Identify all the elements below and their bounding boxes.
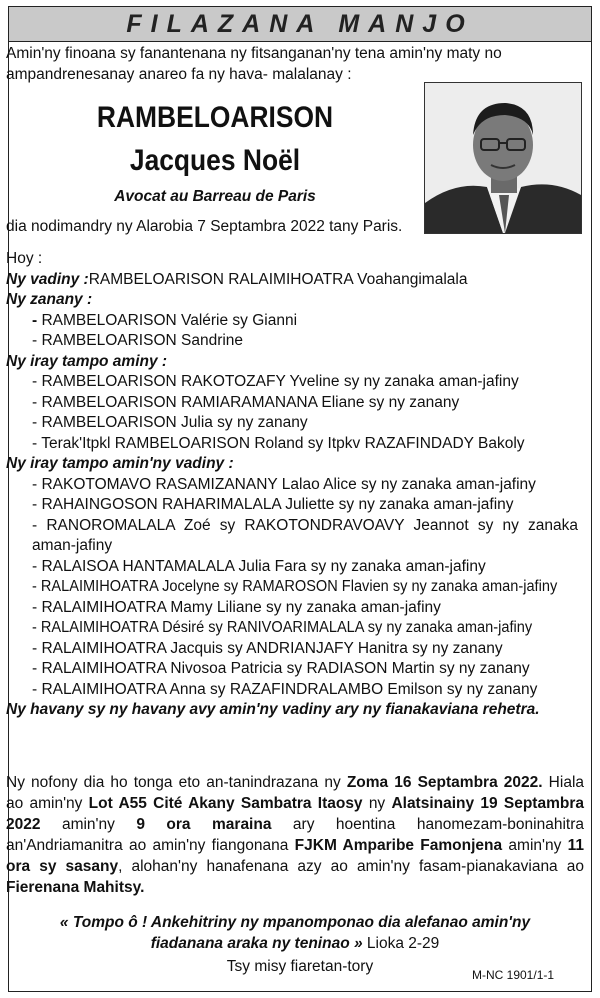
deceased-title: Avocat au Barreau de Paris bbox=[114, 188, 316, 205]
scripture-quote bbox=[30, 912, 560, 954]
arrival-date: Zoma 16 Septambra 2022. bbox=[346, 774, 543, 791]
quote-reference: Lioka 2-29 bbox=[362, 935, 440, 952]
burial-time: 11 ora sy sasany bbox=[6, 837, 584, 875]
portrait-photo bbox=[424, 82, 582, 234]
list-item: - RALAIMIHOATRA Jacquis sy ANDRIANJAFY Hanitra sy ny zanany bbox=[32, 639, 503, 657]
spouse-label: Ny vadiny : bbox=[6, 270, 89, 288]
address: Lot A55 Cité Akany Sambatra Itaosy bbox=[88, 795, 363, 812]
list-item: - RALAIMIHOATRA Jocelyne sy RAMAROSON Flavien sy ny zanaka aman-jafiny bbox=[32, 578, 558, 595]
portrait-image bbox=[425, 83, 581, 233]
list-item: - RAMBELOARISON Sandrine bbox=[32, 332, 244, 349]
spouse-siblings-label: Ny iray tampo amin'ny vadiny : bbox=[6, 455, 234, 472]
spouse-line bbox=[6, 270, 584, 291]
list-item: - RAHAINGOSON RAHARIMALALA Juliette sy ny zanaka aman-jafiny bbox=[32, 496, 514, 513]
list-item: - RAMBELOARISON Julia sy ny zanany bbox=[32, 414, 308, 431]
departure-date: Alatsinainy 19 Septambra 2022 bbox=[6, 795, 584, 833]
reference-code: M-NC 1901/1-1 bbox=[472, 968, 555, 982]
deceased-given-names: Jacques Noël bbox=[129, 144, 301, 177]
siblings-label: Ny iray tampo aminy : bbox=[6, 352, 168, 370]
intro-text: Amin'ny finoana sy fanantenana ny fitsanganan'ny tena amin'ny maty no ampandrenesanay anareo fa ny hava- malalanay : bbox=[6, 45, 502, 83]
list-item: - RAMBELOARISON RAMIARAMANANA Eliane sy ny zanany bbox=[32, 393, 460, 411]
children-label: Ny zanany : bbox=[6, 291, 93, 308]
list-item: - RALAIMIHOATRA Désiré sy RANIVOARIMALALA sy ny zanaka aman-jafiny bbox=[32, 619, 533, 636]
list-item: - RANOROMALALA Zoé sy RAKOTONDRAVOAVY Jeannot sy ny zanaka aman-jafiny bbox=[32, 516, 579, 554]
list-item: - RALAIMIHOATRA Nivosoa Patricia sy RADIASON Martin sy ny zanany bbox=[32, 660, 530, 677]
quote-text: « Tompo ô ! Ankehitriny ny mpanomponao dia alefanao amin'ny fiadanana araka ny teninao » bbox=[59, 914, 531, 952]
death-notice: dia nodimandry ny Alarobia 7 Septambra 2022 tany Paris. bbox=[6, 218, 403, 235]
list-item: - RALAIMIHOATRA Mamy Liliane sy ny zanaka aman-jafiny bbox=[32, 598, 441, 616]
closing-family: Ny havany sy ny havany avy amin'ny vadiny ary ny fianakaviana rehetra. bbox=[6, 701, 540, 718]
list-item: - RAMBELOARISON Valérie sy Gianni bbox=[32, 311, 298, 329]
notice-banner bbox=[9, 7, 591, 42]
list-item: - RAKOTOMAVO RASAMIZANANY Lalao Alice sy ny zanaka aman-jafiny bbox=[32, 475, 536, 493]
banner-title: FILAZANA MANJO bbox=[126, 9, 474, 38]
family-list bbox=[6, 249, 584, 721]
list-item: - RALAISOA HANTAMALALA Julia Fara sy ny zanaka aman-jafiny bbox=[32, 557, 486, 575]
spouse-name: RAMBELOARISON RALAIMIHOATRA Voahangimalala bbox=[88, 270, 468, 288]
list-item: - Terak'Itpkl RAMBELOARISON Roland sy Itpkv RAZAFINDADY Bakoly bbox=[32, 434, 525, 452]
funeral-details: Ny nofony dia ho tonga eto an-tanindrazana ny Zoma 16 Septambra 2022. Hiala ao amin'ny Lot A55 Cité Akany Sambatra Itaosy ny Alatsinainy 19 Septambra 2022 amin'ny 9 ora maraina ary hoentina hanomezam-boninahitra an'Andriamanitra ao amin'ny fiangonana FJKM Amparibe Famonjena amin'ny 11 ora sy sasany, alohan'ny hanafenana azy ao amin'ny fasam-pianakaviana ao Fierenana Mahitsy. bbox=[6, 774, 585, 896]
hoy-label: Hoy : bbox=[6, 250, 43, 267]
list-item: - RALAIMIHOATRA Anna sy RAZAFINDRALAMBO Emilson sy ny zanany bbox=[32, 680, 538, 698]
church: FJKM Amparibe Famonjena bbox=[294, 837, 503, 854]
burial-place: Fierenana Mahitsy. bbox=[6, 879, 145, 896]
list-item: - RAMBELOARISON RAKOTOZAFY Yveline sy ny zanaka aman-jafiny bbox=[32, 373, 519, 390]
thanks-line: Tsy misy fiaretan-tory bbox=[226, 958, 374, 975]
deceased-surname: RAMBELOARISON bbox=[96, 101, 334, 134]
service-time: 9 ora maraina bbox=[136, 816, 272, 833]
